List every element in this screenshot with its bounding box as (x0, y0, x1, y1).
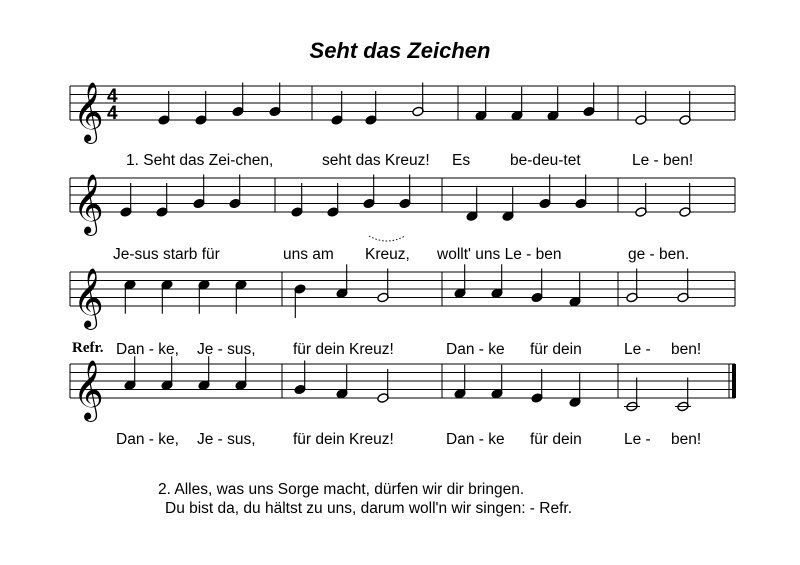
slur (369, 236, 405, 241)
lyric-s3-2: Je - sus, (197, 341, 256, 358)
lyric-s4-6: Le - (624, 431, 651, 448)
lyric-s4-3: für dein Kreuz! (293, 431, 394, 448)
lyric-s2-3: Kreuz, (365, 246, 410, 263)
lyric-s3-4: Dan - ke (446, 341, 505, 358)
treble-clef-icon: 𝄞 (73, 174, 104, 234)
lyric-s2-2: uns am (283, 246, 334, 263)
lyric-s1-5: Le - ben! (632, 152, 694, 169)
verse2-line1: 2. Alles, was uns Sorge macht, dürfen wir dir bringen. (158, 481, 525, 498)
lyric-s3-1: Dan - ke, (116, 341, 179, 358)
lyric-s2-1: Je-sus starb für (113, 246, 220, 263)
verse2-line2: Du bist da, du hältst zu uns, darum woll'n wir singen: - Refr. (165, 500, 573, 517)
refrain-label: Refr. (72, 340, 104, 356)
lyric-s4-2: Je - sus, (197, 431, 256, 448)
lyric-s3-5: für dein (530, 341, 582, 358)
lyric-s4-7: ben! (671, 431, 702, 448)
lyric-s4-1: Dan - ke, (116, 431, 179, 448)
lyric-s1-1: 1. Seht das Zei-chen, (126, 152, 274, 169)
lyric-s3-6: Le - (624, 341, 651, 358)
lyric-s1-4: be-deu-tet (510, 152, 581, 169)
lyric-s1-3: Es (452, 152, 471, 169)
final-barline-thick (732, 364, 736, 398)
lyric-s3-3: für dein Kreuz! (293, 341, 394, 358)
treble-clef-icon: 𝄞 (73, 360, 104, 420)
treble-clef-icon: 𝄞 (73, 268, 104, 328)
lyric-s4-5: für dein (530, 431, 582, 448)
time-signature-bottom: 4 (107, 103, 118, 124)
lyric-s3-7: ben! (671, 341, 702, 358)
song-title: Seht das Zeichen (309, 38, 491, 63)
lyric-s1-2: seht das Kreuz! (322, 152, 430, 169)
treble-clef-icon: 𝄞 (73, 82, 104, 142)
lyric-s2-5: ge - ben. (628, 246, 690, 263)
lyric-s4-4: Dan - ke (446, 431, 505, 448)
lyric-s2-4: wollt' uns Le - ben (437, 246, 562, 263)
time-signature-top: 4 (107, 86, 118, 107)
